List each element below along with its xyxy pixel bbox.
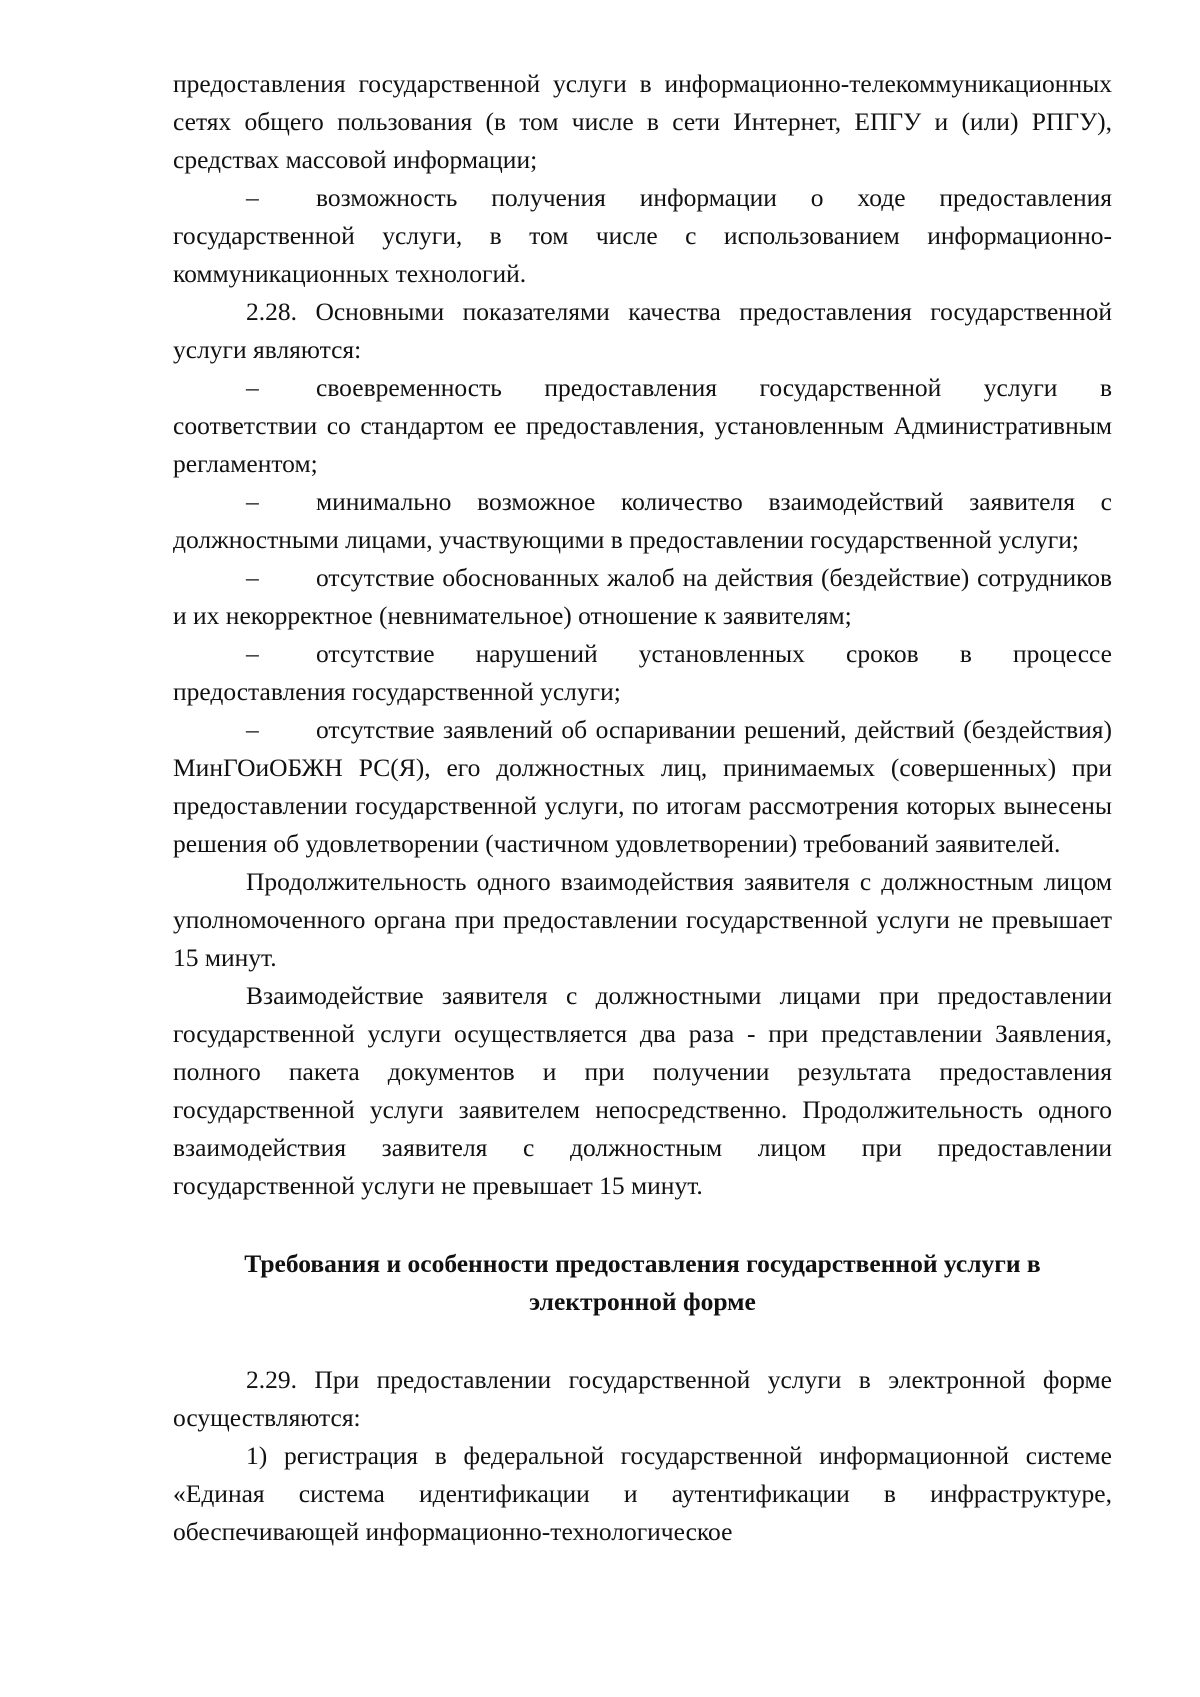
bullet-paragraph bbox=[173, 369, 1112, 483]
indented-paragraph: 1) регистрация в федеральной государственной информационной системе «Единая система идентификации и аутентификации в инфраструктуре, обеспечивающей информационно-технологическое bbox=[173, 1441, 1112, 1546]
bullet-paragraph bbox=[173, 711, 1112, 863]
bullet-dash: – bbox=[246, 639, 259, 668]
bullet-text: отсутствие нарушений установленных сроков в процессе предоставления государственной услуги; bbox=[173, 639, 1112, 706]
bullet-dash: – bbox=[246, 563, 259, 592]
bullet-paragraph bbox=[173, 559, 1112, 635]
bullet-text: отсутствие обоснованных жалоб на действия (бездействие) сотрудников и их некорректное (невнимательное) отношение к заявителям; bbox=[173, 563, 1112, 630]
bullet-text: минимально возможное количество взаимодействий заявителя с должностными лицами, участвующими в предоставлении государственной услуги; bbox=[173, 487, 1112, 554]
bullet-paragraph bbox=[173, 635, 1112, 711]
bullet-dash: – bbox=[246, 183, 259, 212]
indented-paragraph: Продолжительность одного взаимодействия заявителя с должностным лицом уполномоченного органа при предоставлении государственной услуги не превышает 15 минут. bbox=[173, 867, 1112, 972]
bullet-dash: – bbox=[246, 487, 259, 516]
indented-paragraph: 2.29. При предоставлении государственной услуги в электронной форме осуществляются: bbox=[173, 1365, 1112, 1432]
body-text-bottom bbox=[173, 1361, 1112, 1551]
indented-paragraph: Взаимодействие заявителя с должностными лицами при предоставлении государственной услуги осуществляется два раза - при представлении Заявления, полного пакета документов и при получении результата предоставления государственной услуги заявителем непосредственно. Продолжительность одного взаимодействия заявителя с должностным лицом при предоставлении государственной услуги не превышает 15 минут. bbox=[173, 981, 1112, 1200]
indented-paragraph: 2.28. Основными показателями качества предоставления государственной услуги являются: bbox=[173, 297, 1112, 364]
continuation-paragraph: предоставления государственной услуги в информационно-телекоммуникационных сетях общего пользования (в том числе в сети Интернет, ЕПГУ и (или) РПГУ), средствах массовой информации; bbox=[173, 69, 1112, 174]
body-text-top bbox=[173, 65, 1112, 1205]
section-heading: Требования и особенности предоставления государственной услуги в электронной форме bbox=[244, 1249, 1041, 1316]
bullet-text: отсутствие заявлений об оспаривании решений, действий (бездействия) МинГОиОБЖН РС(Я), его должностных лиц, принимаемых (совершенных) при предоставлении государственной услуги, по итогам рассмотрения которых вынесены решения об удовлетворении (частичном удовлетворении) требований заявителей. bbox=[173, 715, 1112, 858]
bullet-paragraph bbox=[173, 483, 1112, 559]
bullet-dash: – bbox=[246, 373, 259, 402]
bullet-text: своевременность предоставления государственной услуги в соответствии со стандартом ее предоставления, установленным Административным регламентом; bbox=[173, 373, 1112, 478]
bullet-dash: – bbox=[246, 715, 259, 744]
bullet-paragraph bbox=[173, 179, 1112, 293]
bullet-text: возможность получения информации о ходе предоставления государственной услуги, в том числе с использованием информационно-коммуникационных технологий. bbox=[173, 183, 1112, 288]
